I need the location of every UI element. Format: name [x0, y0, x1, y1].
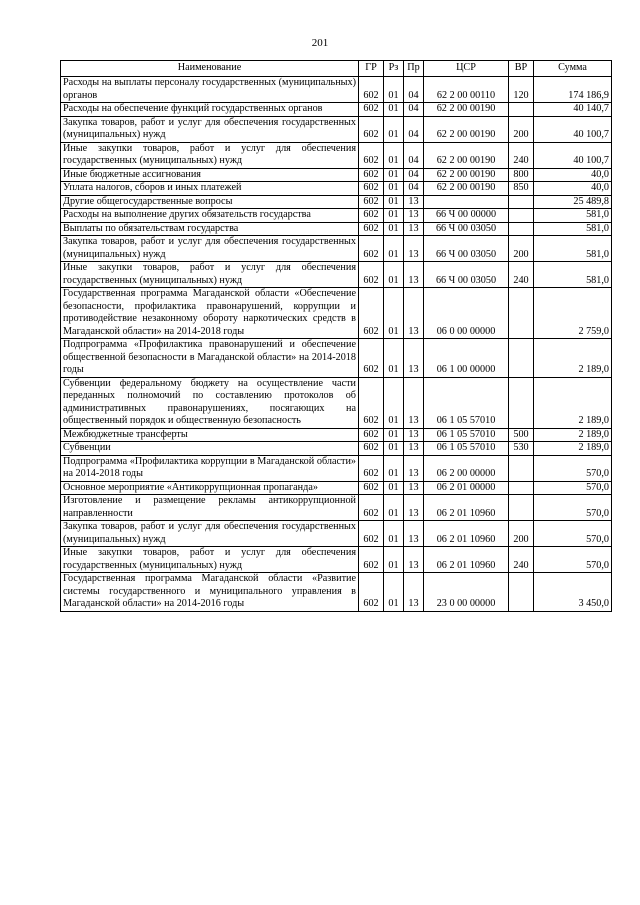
cell-pr: 13: [404, 288, 424, 339]
table-row: [61, 209, 612, 223]
table-row: [61, 288, 612, 339]
cell-vr: [509, 195, 534, 209]
cell-gr: 602: [359, 442, 384, 456]
table-row: [61, 455, 612, 481]
table-row: [61, 168, 612, 182]
header-pr: Пр: [404, 61, 424, 77]
cell-rz: 01: [384, 236, 404, 262]
cell-rz: 01: [384, 481, 404, 495]
cell-gr: 602: [359, 521, 384, 547]
cell-sum: 570,0: [534, 495, 612, 521]
cell-rz: 01: [384, 168, 404, 182]
cell-csr: 62 2 00 00190: [424, 103, 509, 117]
cell-csr: 06 1 05 57010: [424, 377, 509, 428]
cell-sum: 40 140,7: [534, 103, 612, 117]
cell-csr: 06 2 01 10960: [424, 521, 509, 547]
table-row: [61, 442, 612, 456]
cell-csr: 06 1 00 00000: [424, 339, 509, 378]
cell-sum: 40,0: [534, 182, 612, 196]
cell-pr: 13: [404, 209, 424, 223]
table-row: [61, 195, 612, 209]
cell-name: Подпрограмма «Профилактика правонарушений и обеспечение общественной безопасности в Магаданской области» на 2014-2018 годы: [61, 339, 359, 378]
cell-csr: [424, 195, 509, 209]
cell-gr: 602: [359, 377, 384, 428]
cell-rz: 01: [384, 222, 404, 236]
table-row: [61, 262, 612, 288]
cell-name: Субвенции федеральному бюджету на осуществление части переданных полномочий по составлению протоколов об административных правонарушениях, посягающих на общественный порядок и общественную безопасность: [61, 377, 359, 428]
cell-sum: 581,0: [534, 209, 612, 223]
cell-pr: 04: [404, 168, 424, 182]
cell-csr: 06 1 05 57010: [424, 442, 509, 456]
cell-gr: 602: [359, 103, 384, 117]
table-row: [61, 521, 612, 547]
cell-pr: 04: [404, 182, 424, 196]
cell-vr: 240: [509, 262, 534, 288]
cell-vr: 200: [509, 236, 534, 262]
cell-name: Уплата налогов, сборов и иных платежей: [61, 182, 359, 196]
cell-sum: 570,0: [534, 547, 612, 573]
cell-rz: 01: [384, 182, 404, 196]
cell-csr: 62 2 00 00190: [424, 116, 509, 142]
table-row: [61, 77, 612, 103]
cell-name: Иные закупки товаров, работ и услуг для обеспечения государственных (муниципальных) нужд: [61, 262, 359, 288]
cell-vr: [509, 209, 534, 223]
cell-sum: 570,0: [534, 455, 612, 481]
header-vr: ВР: [509, 61, 534, 77]
cell-rz: 01: [384, 262, 404, 288]
cell-rz: 01: [384, 339, 404, 378]
cell-csr: 06 2 01 10960: [424, 495, 509, 521]
cell-csr: 62 2 00 00190: [424, 168, 509, 182]
cell-rz: 01: [384, 103, 404, 117]
header-gr: ГР: [359, 61, 384, 77]
cell-vr: [509, 288, 534, 339]
cell-csr: 66 Ч 00 03050: [424, 262, 509, 288]
cell-rz: 01: [384, 442, 404, 456]
cell-sum: 570,0: [534, 481, 612, 495]
cell-vr: [509, 339, 534, 378]
cell-sum: 581,0: [534, 236, 612, 262]
cell-name: Подпрограмма «Профилактика коррупции в Магаданской области» на 2014-2018 годы: [61, 455, 359, 481]
cell-csr: 06 2 01 00000: [424, 481, 509, 495]
budget-table: [60, 60, 612, 612]
header-csr: ЦСР: [424, 61, 509, 77]
cell-name: Закупка товаров, работ и услуг для обеспечения государственных (муниципальных) нужд: [61, 236, 359, 262]
cell-gr: 602: [359, 288, 384, 339]
table-row: [61, 428, 612, 442]
cell-gr: 602: [359, 428, 384, 442]
table-row: [61, 222, 612, 236]
cell-gr: 602: [359, 142, 384, 168]
cell-pr: 04: [404, 116, 424, 142]
cell-name: Субвенции: [61, 442, 359, 456]
cell-rz: 01: [384, 77, 404, 103]
cell-sum: 2 189,0: [534, 428, 612, 442]
cell-rz: 01: [384, 142, 404, 168]
table-row: [61, 116, 612, 142]
header-name: Наименование: [61, 61, 359, 77]
cell-gr: 602: [359, 455, 384, 481]
cell-name: Расходы на выплаты персоналу государственных (муниципальных) органов: [61, 77, 359, 103]
cell-pr: 13: [404, 573, 424, 612]
cell-rz: 01: [384, 428, 404, 442]
cell-pr: 13: [404, 236, 424, 262]
cell-vr: [509, 222, 534, 236]
table-row: [61, 182, 612, 196]
cell-rz: 01: [384, 455, 404, 481]
cell-name: Межбюджетные трансферты: [61, 428, 359, 442]
cell-pr: 13: [404, 222, 424, 236]
cell-name: Изготовление и размещение рекламы антикоррупционной направленности: [61, 495, 359, 521]
cell-vr: 120: [509, 77, 534, 103]
cell-name: Иные бюджетные ассигнования: [61, 168, 359, 182]
cell-vr: [509, 103, 534, 117]
cell-pr: 04: [404, 142, 424, 168]
cell-vr: [509, 455, 534, 481]
cell-rz: 01: [384, 116, 404, 142]
table-row: [61, 236, 612, 262]
table-row: [61, 142, 612, 168]
cell-csr: 66 Ч 00 03050: [424, 222, 509, 236]
header-row: [61, 61, 612, 77]
cell-sum: 2 189,0: [534, 339, 612, 378]
cell-vr: 850: [509, 182, 534, 196]
cell-vr: [509, 481, 534, 495]
cell-rz: 01: [384, 521, 404, 547]
cell-sum: 581,0: [534, 262, 612, 288]
cell-rz: 01: [384, 195, 404, 209]
cell-csr: 62 2 00 00190: [424, 182, 509, 196]
cell-sum: 2 759,0: [534, 288, 612, 339]
cell-sum: 40,0: [534, 168, 612, 182]
header-sum: Сумма: [534, 61, 612, 77]
cell-gr: 602: [359, 573, 384, 612]
cell-rz: 01: [384, 495, 404, 521]
cell-rz: 01: [384, 573, 404, 612]
cell-csr: 62 2 00 00110: [424, 77, 509, 103]
cell-sum: 3 450,0: [534, 573, 612, 612]
cell-vr: 500: [509, 428, 534, 442]
cell-pr: 13: [404, 455, 424, 481]
cell-sum: 174 186,9: [534, 77, 612, 103]
table-row: [61, 481, 612, 495]
cell-pr: 13: [404, 547, 424, 573]
cell-rz: 01: [384, 547, 404, 573]
table-row: [61, 339, 612, 378]
cell-vr: [509, 573, 534, 612]
cell-name: Закупка товаров, работ и услуг для обеспечения государственных (муниципальных) нужд: [61, 521, 359, 547]
cell-sum: 40 100,7: [534, 116, 612, 142]
cell-pr: 04: [404, 103, 424, 117]
page-number: 201: [311, 37, 329, 49]
header-rz: Рз: [384, 61, 404, 77]
cell-gr: 602: [359, 547, 384, 573]
cell-pr: 13: [404, 495, 424, 521]
cell-name: Расходы на обеспечение функций государственных органов: [61, 103, 359, 117]
cell-vr: 240: [509, 142, 534, 168]
cell-name: Государственная программа Магаданской области «Развитие системы государственного и муниципального управления в Магаданской области» на 2014-2016 годы: [61, 573, 359, 612]
cell-gr: 602: [359, 77, 384, 103]
cell-rz: 01: [384, 288, 404, 339]
cell-csr: 06 0 00 00000: [424, 288, 509, 339]
cell-name: Выплаты по обязательствам государства: [61, 222, 359, 236]
cell-name: Основное мероприятие «Антикоррупционная пропаганда»: [61, 481, 359, 495]
table-row: [61, 103, 612, 117]
table-body: [61, 77, 612, 612]
cell-name: Расходы на выполнение других обязательств государства: [61, 209, 359, 223]
cell-vr: 200: [509, 521, 534, 547]
cell-rz: 01: [384, 377, 404, 428]
cell-gr: 602: [359, 209, 384, 223]
cell-sum: 2 189,0: [534, 377, 612, 428]
cell-sum: 2 189,0: [534, 442, 612, 456]
cell-gr: 602: [359, 195, 384, 209]
cell-gr: 602: [359, 262, 384, 288]
cell-csr: 66 Ч 00 00000: [424, 209, 509, 223]
cell-gr: 602: [359, 236, 384, 262]
cell-csr: 62 2 00 00190: [424, 142, 509, 168]
cell-name: Иные закупки товаров, работ и услуг для обеспечения государственных (муниципальных) нужд: [61, 142, 359, 168]
cell-name: Государственная программа Магаданской области «Обеспечение безопасности, профилактика правонарушений, коррупции и противодействие незаконному обороту наркотических средств в Магаданской области» на 2014-2018 годы: [61, 288, 359, 339]
cell-pr: 13: [404, 339, 424, 378]
cell-vr: 800: [509, 168, 534, 182]
cell-rz: 01: [384, 209, 404, 223]
cell-name: Другие общегосударственные вопросы: [61, 195, 359, 209]
cell-gr: 602: [359, 222, 384, 236]
cell-sum: 570,0: [534, 521, 612, 547]
table-row: [61, 573, 612, 612]
cell-sum: 581,0: [534, 222, 612, 236]
cell-gr: 602: [359, 481, 384, 495]
cell-pr: 13: [404, 521, 424, 547]
cell-csr: 06 2 01 10960: [424, 547, 509, 573]
cell-gr: 602: [359, 116, 384, 142]
cell-gr: 602: [359, 495, 384, 521]
cell-name: Закупка товаров, работ и услуг для обеспечения государственных (муниципальных) нужд: [61, 116, 359, 142]
cell-pr: 13: [404, 262, 424, 288]
cell-vr: 240: [509, 547, 534, 573]
cell-csr: 23 0 00 00000: [424, 573, 509, 612]
cell-csr: 66 Ч 00 03050: [424, 236, 509, 262]
table-row: [61, 547, 612, 573]
cell-pr: 13: [404, 428, 424, 442]
cell-sum: 25 489,8: [534, 195, 612, 209]
cell-sum: 40 100,7: [534, 142, 612, 168]
cell-name: Иные закупки товаров, работ и услуг для обеспечения государственных (муниципальных) нужд: [61, 547, 359, 573]
cell-gr: 602: [359, 182, 384, 196]
table-row: [61, 377, 612, 428]
cell-vr: [509, 377, 534, 428]
cell-csr: 06 1 05 57010: [424, 428, 509, 442]
cell-vr: [509, 495, 534, 521]
cell-pr: 04: [404, 77, 424, 103]
cell-pr: 13: [404, 195, 424, 209]
cell-csr: 06 2 00 00000: [424, 455, 509, 481]
cell-gr: 602: [359, 168, 384, 182]
cell-vr: 200: [509, 116, 534, 142]
cell-pr: 13: [404, 442, 424, 456]
cell-pr: 13: [404, 377, 424, 428]
cell-vr: 530: [509, 442, 534, 456]
cell-pr: 13: [404, 481, 424, 495]
table-row: [61, 495, 612, 521]
cell-gr: 602: [359, 339, 384, 378]
